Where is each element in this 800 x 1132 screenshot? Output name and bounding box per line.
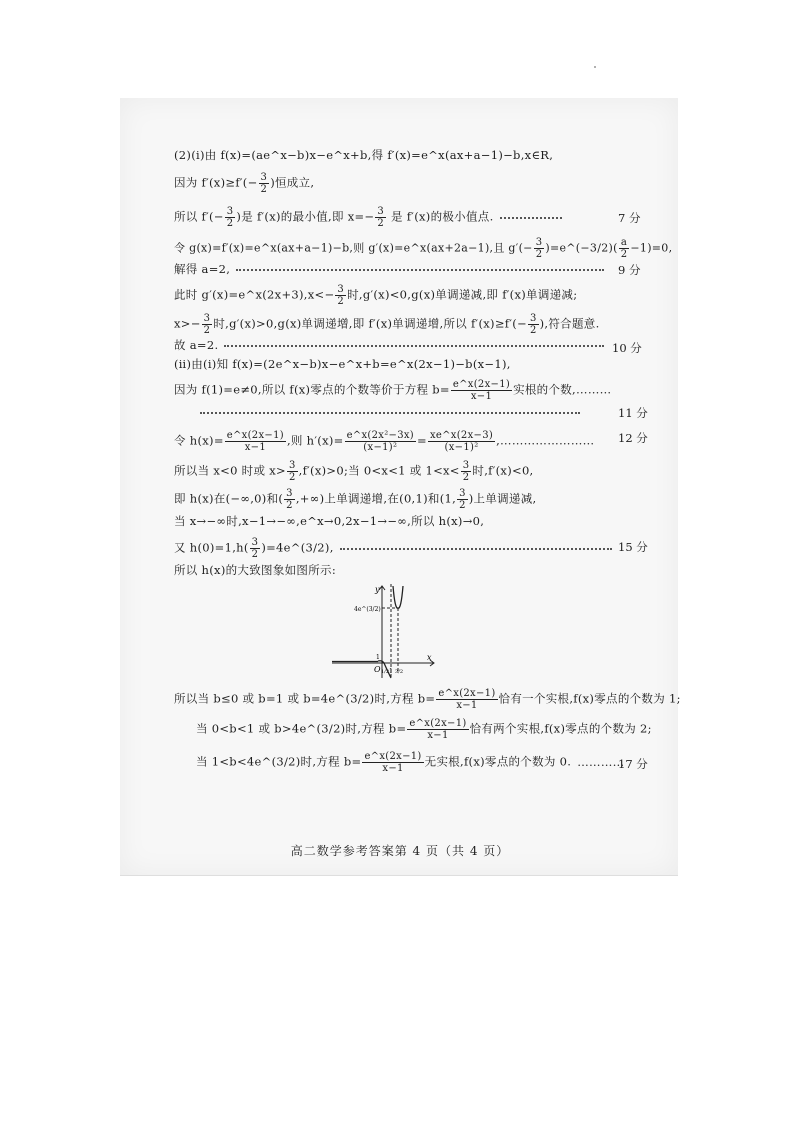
text: 是 f′(x)的极小值点. (387, 209, 494, 224)
text: )上单调递减, (468, 491, 537, 506)
text: 时,g′(x)<0,g(x)单调递减,即 f′(x)单调递减; (347, 287, 578, 302)
line-g-decreasing (174, 284, 577, 307)
frac-num: e^x(2x²−3x) (346, 430, 415, 441)
dot-leader (236, 269, 604, 271)
score-12: 12 分 (618, 431, 648, 445)
frac-num: e^x(2x−1) (438, 688, 496, 699)
fraction-three-halves (202, 313, 213, 336)
line-leader-11 (200, 405, 586, 420)
line-solve-a (174, 262, 610, 277)
speck (594, 66, 596, 68)
fraction-h (436, 688, 497, 711)
text: ,f′(x)>0;当 0<x<1 或 1<x< (298, 463, 460, 478)
fraction-h (362, 751, 423, 774)
frac-den: (x−1)² (428, 441, 495, 453)
text: 令 h(x)= (174, 433, 224, 448)
score-9: 9 分 (618, 263, 641, 277)
score-10: 10 分 (612, 341, 642, 355)
dot-leader (500, 217, 562, 219)
frac-den: x−1 (436, 699, 497, 711)
text: )是 f′(x)的最小值,即 x=− (236, 209, 375, 224)
frac-num: 3 (203, 313, 211, 324)
text: ,…………………… (496, 433, 595, 448)
line-case-two-roots (196, 718, 652, 741)
fraction-three-halves (335, 284, 346, 307)
frac-den: 2 (529, 325, 537, 336)
fraction-h-prime-1 (345, 430, 416, 453)
fraction-h (225, 430, 286, 453)
text: 因为 f(1)=e≠0,所以 f(x)零点的个数等价于方程 b= (174, 382, 450, 397)
text: = (417, 433, 427, 448)
frac-num: 3 (251, 537, 259, 548)
frac-num: 3 (462, 460, 470, 471)
frac-num: 3 (535, 237, 543, 248)
fraction-three-halves (528, 313, 539, 336)
score-15: 15 分 (618, 540, 648, 554)
text: 令 g(x)=f′(x)=e^x(ax+a−1)−b,则 g′(x)=e^x(ax+2a−1),且 g′(− (174, 241, 533, 255)
text: 故 a=2. (174, 338, 219, 352)
score-11: 11 分 (618, 406, 648, 420)
fraction-h (451, 379, 512, 402)
dot-leader (200, 412, 580, 414)
score-7: 7 分 (618, 211, 641, 225)
text: ,则 h′(x)= (286, 433, 344, 448)
line-limit: 当 x→−∞时,x−1→−∞,e^x→0,2x−1→−∞,所以 h(x)→0, (174, 514, 485, 528)
frac-den: 2 (260, 184, 268, 195)
x-mark-half: 1/2 (381, 669, 390, 675)
fraction-three-halves (284, 488, 295, 511)
line-sign-derivative (174, 460, 534, 483)
frac-num: 3 (286, 488, 293, 499)
x-mark-3half: 3/2 (395, 669, 404, 675)
frac-den: 2 (203, 325, 211, 336)
text: 即 h(x)在(−∞,0)和( (174, 491, 284, 506)
line-monotonicity (174, 488, 537, 511)
frac-num: e^x(2x−1) (409, 718, 467, 729)
fraction-three-halves (225, 206, 236, 229)
right-branch (393, 586, 403, 608)
line-conclusion-a (174, 338, 610, 353)
text: 因为 f′(x)≥f′(− (174, 175, 258, 190)
fraction-h (407, 718, 468, 741)
origin-label: O (374, 665, 381, 674)
fraction-three-halves (250, 537, 261, 560)
y-mark-4e: 4e^(3/2) (354, 606, 381, 613)
frac-den: 2 (535, 249, 543, 260)
frac-num: e^x(2x−1) (452, 379, 511, 390)
frac-num: 3 (226, 206, 234, 217)
fraction-a-half (619, 237, 630, 260)
y-mark-1: 1 (376, 654, 380, 661)
text: )恒成立, (270, 175, 315, 190)
line-case-one-root (174, 688, 681, 711)
line-graph-intro: 所以 h(x)的大致图象如图所示: (174, 563, 336, 577)
text: 无实根,f(x)零点的个数为 0. (424, 754, 572, 769)
frac-den: 2 (620, 249, 628, 260)
score-17: 17 分 (618, 757, 648, 771)
dot-leader (224, 345, 604, 347)
frac-den: (x−1)² (345, 441, 416, 453)
frac-den: 2 (286, 500, 293, 511)
text: 又 h(0)=1,h( (174, 540, 249, 555)
text: )=4e^(3/2), (261, 540, 334, 555)
text: 时,g′(x)>0,g(x)单调递增,即 f′(x)单调递增,所以 f′(x)≥f′(− (213, 316, 527, 331)
y-axis-label: y (375, 585, 380, 594)
fraction-three-halves (457, 488, 468, 511)
line-inequality-holds (174, 172, 314, 195)
text: ),符合题意. (539, 316, 600, 331)
text: 所以当 x<0 时或 x> (174, 463, 286, 478)
text: 实根的个数,……… (513, 382, 612, 397)
text: 此时 g′(x)=e^x(2x+3),x<− (174, 287, 335, 302)
line-part-2-i-derivative: (2)(ⅰ)由 f(x)=(ae^x−b)x−e^x+b,得 f′(x)=e^x(ax+a−1)−b,x∈R, (174, 148, 554, 162)
fraction-three-halves (375, 206, 386, 229)
frac-num: 3 (529, 313, 537, 324)
frac-den: x−1 (225, 441, 286, 453)
frac-den: 2 (462, 472, 470, 483)
frac-den: x−1 (451, 390, 512, 402)
line-define-h (174, 430, 594, 453)
line-minimum-value (174, 206, 568, 229)
line-define-g (174, 237, 672, 260)
x-mark-1: 1 (389, 668, 393, 675)
frac-num: 3 (337, 284, 345, 295)
fraction-three-halves (259, 172, 270, 195)
text: ………… (577, 754, 625, 769)
page-footer: 高二数学参考答案第 4 页（共 4 页） (290, 844, 510, 858)
line-equivalence (174, 379, 611, 402)
text: 时,f′(x)<0, (472, 463, 534, 478)
frac-num: e^x(2x−1) (364, 751, 422, 762)
frac-num: 3 (459, 488, 466, 499)
frac-den: 2 (459, 500, 466, 511)
fraction-three-halves (534, 237, 545, 260)
frac-num: a (620, 237, 628, 248)
frac-den: 2 (337, 296, 345, 307)
frac-den: 2 (251, 549, 259, 560)
line-case-no-root (196, 751, 624, 774)
frac-num: xe^x(2x−3) (429, 430, 494, 441)
text: 所以当 b≤0 或 b=1 或 b=4e^(3/2)时,方程 b= (174, 691, 436, 706)
frac-den: x−1 (407, 729, 468, 741)
frac-num: 3 (260, 172, 268, 183)
line-part-ii: (ⅱ)由(ⅰ)知 f(x)=(2e^x−b)x−e^x+b=e^x(2x−1)−b(x−1), (174, 357, 511, 371)
h-graph (330, 580, 440, 680)
line-h-values (174, 537, 618, 560)
frac-num: 3 (377, 206, 385, 217)
text: )=e^(−3/2)( (545, 241, 618, 255)
text: ,+∞)上单调递增,在(0,1)和(1, (295, 491, 457, 506)
frac-den: 2 (226, 218, 234, 229)
fraction-three-halves (287, 460, 298, 483)
text: 所以 f′(− (174, 209, 224, 224)
text: 当 0<b<1 或 b>4e^(3/2)时,方程 b= (196, 721, 407, 736)
text: 当 1<b<4e^(3/2)时,方程 b= (196, 754, 362, 769)
frac-den: x−1 (362, 762, 423, 774)
text: x>− (174, 316, 201, 331)
text: 恰有一个实根,f(x)零点的个数为 1; (498, 691, 681, 706)
frac-num: 3 (288, 460, 296, 471)
text: 恰有两个实根,f(x)零点的个数为 2; (469, 721, 652, 736)
line-g-increasing (174, 313, 600, 336)
frac-num: e^x(2x−1) (226, 430, 284, 441)
text: 解得 a=2, (174, 262, 231, 276)
frac-den: 2 (288, 472, 296, 483)
fraction-h-prime-2 (428, 430, 495, 453)
frac-den: 2 (377, 218, 385, 229)
text: −1)=0, (630, 241, 673, 255)
x-axis-label: x (427, 653, 432, 662)
fraction-three-halves (461, 460, 472, 483)
dot-leader (340, 548, 612, 550)
